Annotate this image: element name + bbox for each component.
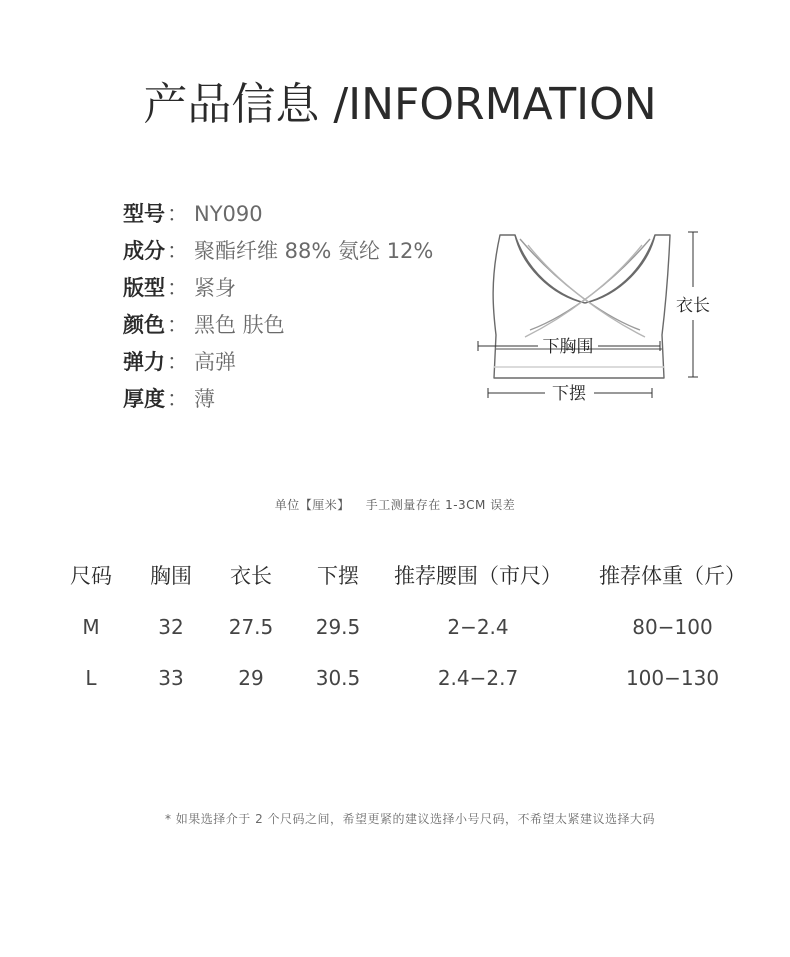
- spec-colon: ：: [167, 387, 188, 411]
- table-cell: 80−100: [632, 615, 713, 639]
- spec-row-elasticity: [123, 346, 433, 383]
- spec-row-material: [123, 235, 433, 272]
- spec-colon: ：: [167, 239, 188, 263]
- table-header: 胸围: [150, 564, 192, 588]
- spec-list: [123, 198, 433, 420]
- table-cell: 29.5: [315, 615, 361, 639]
- table-header: 尺码: [70, 564, 112, 588]
- spec-value: 紧身: [194, 276, 236, 300]
- table-cell: 32: [158, 615, 184, 639]
- spec-label: 型号: [123, 202, 165, 226]
- table-header: 衣长: [230, 564, 272, 588]
- spec-label: 弹力: [123, 350, 165, 374]
- spec-colon: ：: [167, 313, 188, 337]
- table-header: 下摆: [317, 564, 359, 588]
- tolerance-note: 手工测量存在 1-3CM 误差: [365, 498, 516, 512]
- page-title: 产品信息 /INFORMATION: [143, 79, 657, 130]
- table-cell: L: [85, 666, 97, 690]
- table-cell: 2−2.4: [447, 615, 509, 639]
- spec-label: 颜色: [123, 313, 165, 337]
- spec-value: 聚酯纤维 88% 氨纶 12%: [194, 239, 434, 263]
- spec-label: 厚度: [123, 387, 165, 411]
- table-cell: 29: [238, 666, 264, 690]
- table-cell: 2.4−2.7: [437, 666, 519, 690]
- spec-colon: ：: [167, 202, 188, 226]
- table-header: 推荐腰围（市尺）: [394, 564, 562, 588]
- spec-label: 版型: [123, 276, 165, 300]
- table-header: 推荐体重（斤）: [599, 564, 746, 588]
- hem-label: 下摆: [552, 384, 586, 404]
- unit-note: [0, 496, 790, 513]
- garment-measurement-diagram: [470, 225, 730, 415]
- spec-value: 黑色 肤色: [194, 313, 285, 337]
- spec-colon: ：: [167, 350, 188, 374]
- length-label: 衣长: [676, 296, 710, 316]
- spec-label: 成分: [123, 239, 165, 263]
- table-cell: M: [82, 615, 100, 639]
- chest-label: 下胸围: [542, 337, 594, 357]
- table-cell: 100−130: [625, 666, 720, 690]
- table-cell: 30.5: [315, 666, 361, 690]
- spec-row-color: [123, 309, 433, 346]
- unit-label: 单位【厘米】: [274, 498, 350, 512]
- spec-value: NY090: [194, 202, 263, 226]
- spec-row-fit: [123, 272, 433, 309]
- spec-row-model: [123, 198, 433, 235]
- table-cell: 33: [158, 666, 184, 690]
- spec-colon: ：: [167, 276, 188, 300]
- table-cell: 27.5: [228, 615, 274, 639]
- spec-value: 高弹: [194, 350, 236, 374]
- spec-value: 薄: [194, 387, 215, 411]
- size-advice-footnote: * 如果选择介于 2 个尺码之间，希望更紧的建议选择小号尺码，不希望太紧建议选择大码: [164, 812, 656, 826]
- spec-row-thickness: [123, 383, 433, 420]
